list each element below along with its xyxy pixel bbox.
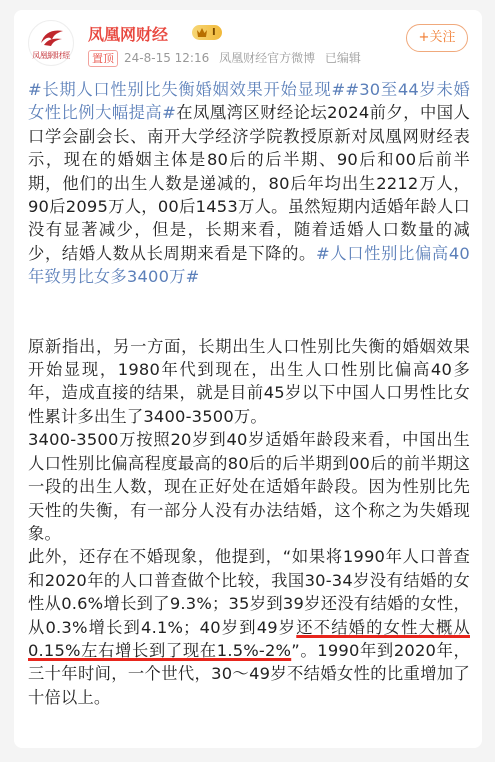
- avatar-logo-text: 凤凰網財經: [32, 51, 70, 60]
- topic-link-1[interactable]: #长期人口性别比失衡婚姻效果开始显现#: [28, 80, 346, 99]
- post-source: 凤凰财经官方微博: [219, 51, 316, 65]
- topic-link-2[interactable]: #30至44岁未婚女性比例大幅提高#: [28, 80, 470, 123]
- avatar[interactable]: [28, 20, 74, 66]
- paragraph-1: [28, 78, 470, 289]
- follow-button[interactable]: +关注: [406, 24, 468, 52]
- paragraph-gap: [28, 289, 470, 335]
- username[interactable]: 凤凰网财经: [88, 25, 169, 44]
- weibo-post-card: [14, 10, 482, 748]
- phoenix-logo-icon: [38, 27, 66, 49]
- paragraph-1-text: 在凤凰湾区财经论坛2024前夕，中国人口学会副会长、南开大学经济学院教授原新对凤凰网财经表示，现在的婚姻主体是80后的后半期、90后和00后前半期，他们的出生人数是递减的，80后年均出生2212万人，90后2095万人，00后1453万人。虽然短期内适婚年龄人口没有显著减少，但是，长期来看，随着适婚人口数量的减少，结婚人数从长周期来看是下降的。: [28, 103, 470, 263]
- paragraph-4: [28, 545, 470, 709]
- paragraph-4-text-b: ”。1990年到2020年，三十年时间，一个世代，30～49岁不结婚女性的比重增加了十倍以上。: [28, 640, 470, 707]
- edited-label: 已编辑: [324, 51, 361, 65]
- post-content: [28, 78, 470, 709]
- post-header: [14, 10, 482, 72]
- vip-badge: [192, 25, 222, 40]
- crown-icon: [196, 27, 208, 38]
- post-meta: [124, 50, 367, 67]
- underlined-highlight: 还不结婚的女性大概从0.15%左右增长到了现在1.5%-2%: [28, 617, 470, 660]
- paragraph-3: 3400-3500万按照20岁到40岁适婚年龄段来看，中国出生人口性别比偏高程度最高的80后的后半期到00后的前半期这一段的出生人数，现在正好处在适婚年龄段。因为性别比先天性的失衡，有一部分人没有办法结婚，这个称之为失婚现象。: [28, 430, 470, 543]
- vip-level: I: [212, 27, 216, 38]
- paragraph-4-text-a: 此外，还存在不婚现象，他提到，“如果将1990年人口普查和2020年的人口普查做个比较，我国30-34岁没有结婚的女性从0.6%增长到了9.3%；35岁到39岁还没有结婚的女性，从0.3%增长到4.1%；40岁到49岁: [28, 547, 470, 637]
- post-timestamp: 24-8-15 12:16: [124, 51, 210, 65]
- paragraph-2: 原新指出，另一方面，长期出生人口性别比失衡的婚姻效果开始显现，1980年代到现在，出生人口性别比偏高40多年，造成直接的结果，就是目前45岁以下中国人口男性比女性累计多出生了3400-3500万。: [28, 336, 470, 426]
- pinned-tag: 置顶: [88, 50, 118, 67]
- topic-link-3[interactable]: #人口性别比偏高40年致男比女多3400万#: [28, 243, 470, 287]
